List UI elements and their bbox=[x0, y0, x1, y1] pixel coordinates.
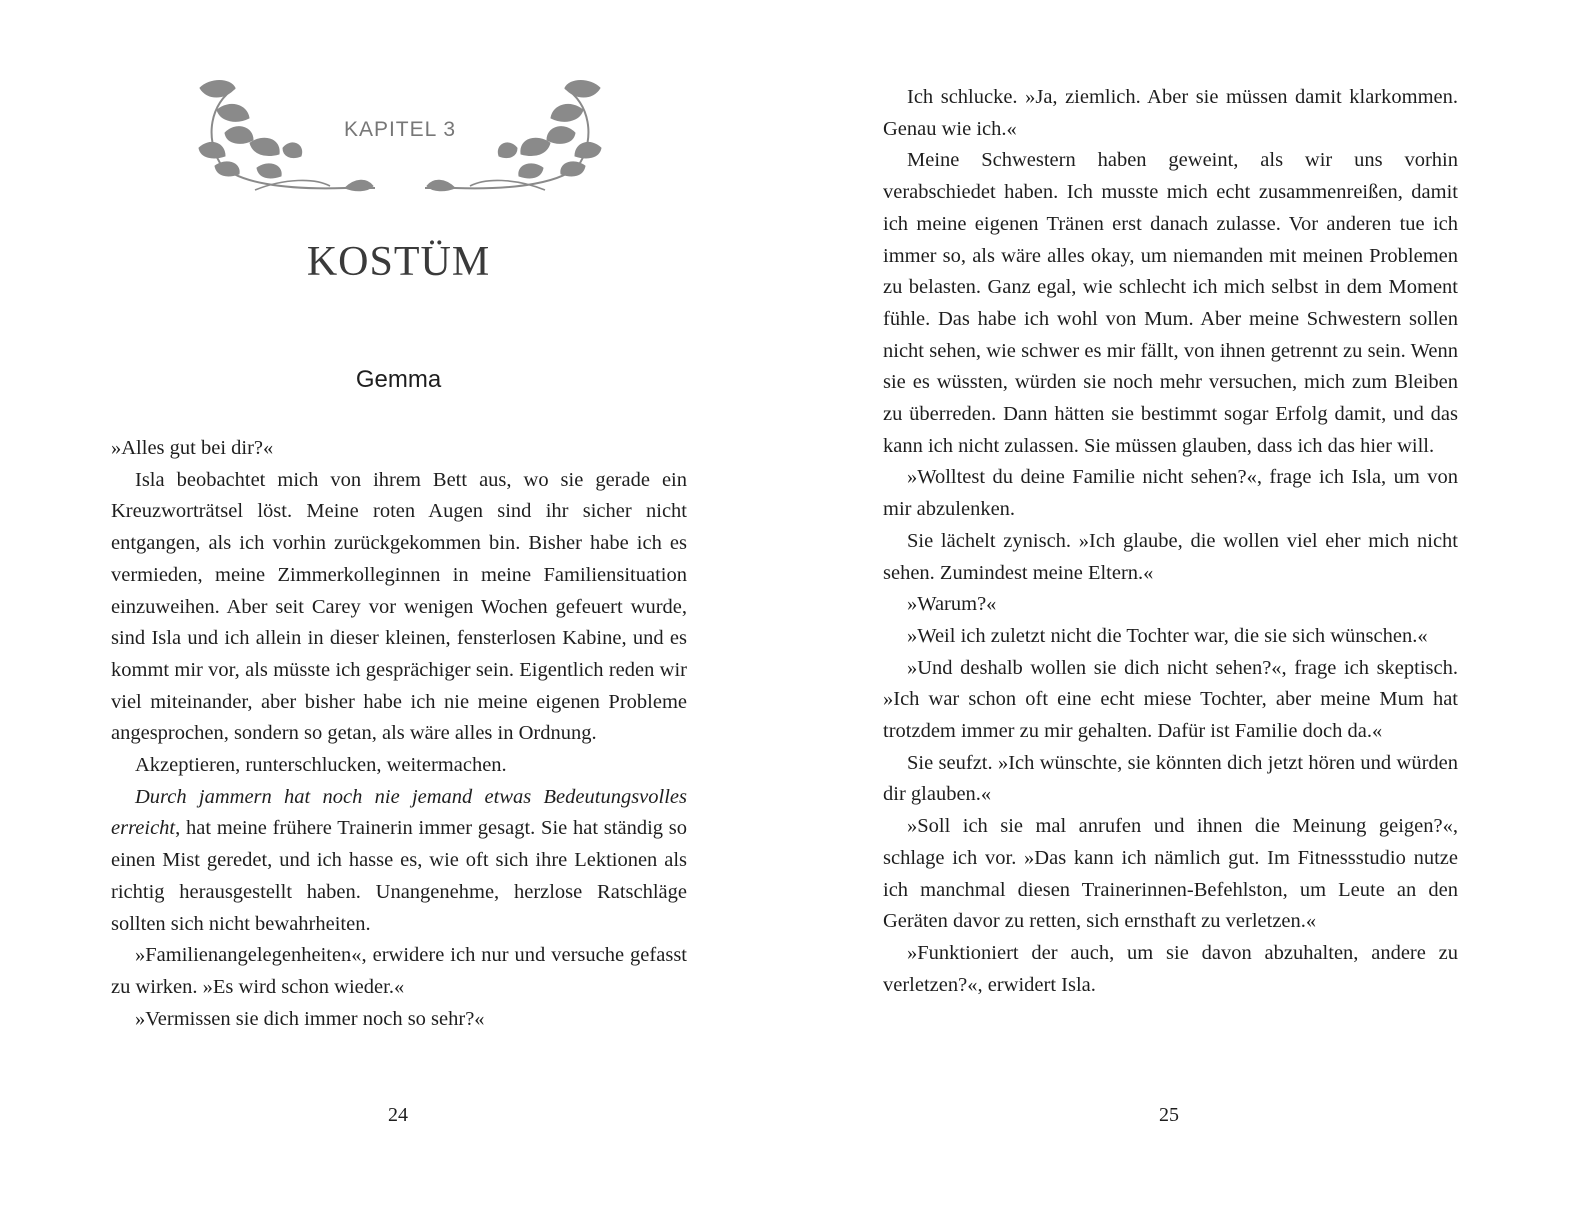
paragraph: Ich schlucke. »Ja, ziemlich. Aber sie müssen damit klarkommen. Genau wie ich.« bbox=[883, 86, 1458, 140]
paragraph: »Soll ich sie mal anrufen und ihnen die Meinung geigen?«, schlage ich vor. »Das kann ich nämlich gut. Im Fitnessstudio nutze ich manchmal diesen Trainerinnen-Befehlston, um Leute an den Geräten davor zu retten, sich ernsthaft zu verletzen.« bbox=[883, 815, 1458, 933]
right-page bbox=[797, 0, 1594, 1217]
paragraph: »Wolltest du deine Familie nicht sehen?«, frage ich Isla, um von mir abzulenken. bbox=[883, 466, 1458, 521]
right-page-body bbox=[883, 82, 1458, 1001]
italic-quote: Durch jammern hat noch nie jemand etwas Bedeutungsvolles erreicht bbox=[111, 785, 687, 840]
pov-character-name: Gemma bbox=[355, 366, 442, 393]
paragraph: »Warum?« bbox=[907, 593, 997, 616]
chapter-title: KOSTÜM bbox=[306, 239, 491, 285]
paragraph: Meine Schwestern haben geweint, als wir uns vorhin verabschiedet haben. Ich musste mich echt zusammenreißen, damit ich meine eigenen Tränen erst danach zulasse. Vor anderen tue ich immer so, als wäre alles okay, um niemanden mit meinen Problemen zu belasten. Ganz egal, wie schlecht ich mich selbst in dem Moment fühle. Das habe ich wohl von Mum. Aber meine Schwestern sollen nicht sehen, wie schwer es mir fällt, von ihnen getrennt zu sein. Wenn sie es wüssten, würden sie noch mehr versuchen, mich zum Bleiben zu überreden. Dann hätten sie bestimmt sogar Erfolg damit, und das kann ich nicht zulassen. Sie müssen glauben, dass ich das hier will. bbox=[883, 149, 1458, 457]
paragraph: »Weil ich zuletzt nicht die Tochter war, die sie sich wünschen.« bbox=[907, 624, 1428, 647]
page-number: 25 bbox=[1159, 1104, 1179, 1126]
italic-quote-continuation: , hat meine frühere Trainerin immer gesagt. Sie hat ständig so einen Mist geredet, und ich hasse es, wie oft sich ihre Lektionen als richtig herausgestellt haben. Unangenehme, herzlose Ratschläge sollten sich nicht bewahrheiten. bbox=[111, 817, 687, 935]
paragraph: Sie lächelt zynisch. »Ich glaube, die wollen viel eher mich nicht sehen. Zumindest meine Eltern.« bbox=[883, 529, 1458, 584]
paragraph: »Familienangelegenheiten«, erwidere ich nur und versuche gefasst zu wirken. »Es wird schon wieder.« bbox=[111, 944, 687, 998]
left-page-body bbox=[111, 433, 687, 1035]
paragraph: »Und deshalb wollen sie dich nicht sehen?«, frage ich skeptisch. »Ich war schon oft eine echt miese Tochter, aber meine Mum hat trotzdem immer zu mir gehalten. Dafür ist Familie doch da.« bbox=[883, 656, 1458, 743]
paragraph: »Vermissen sie dich immer noch so sehr?« bbox=[135, 1007, 485, 1030]
paragraph: Sie seufzt. »Ich wünschte, sie könnten dich jetzt hören und würden dir glauben.« bbox=[883, 751, 1458, 806]
paragraph: »Alles gut bei dir?« bbox=[111, 437, 274, 459]
paragraph: »Funktioniert der auch, um sie davon abzuhalten, andere zu verletzen?«, erwidert Isla. bbox=[883, 941, 1458, 996]
chapter-label: KAPITEL 3 bbox=[343, 118, 457, 141]
paragraph-italic-quote bbox=[111, 782, 687, 941]
paragraph: Akzeptieren, runterschlucken, weitermachen. bbox=[135, 754, 507, 777]
paragraph: Isla beobachtet mich von ihrem Bett aus, wo sie gerade ein Kreuzworträtsel löst. Meine roten Augen sind ihr sicher nicht entgangen, als ich vorhin zurückgekommen bin. Bisher habe ich es vermieden, meine Zimmerkolleginnen in meine Familiensituation einzuweihen. Aber seit Carey vor wenigen Wochen gefeuert wurde, sind Isla und ich allein in dieser kleinen, fensterlosen Kabine, und es kommt mir vor, als müsste ich gesprächiger sein. Eigentlich reden wir viel miteinander, aber bisher habe ich nie meine eigenen Probleme angesprochen, sondern so getan, als wäre alles in Ordnung. bbox=[111, 468, 687, 745]
page-number: 24 bbox=[388, 1104, 408, 1126]
